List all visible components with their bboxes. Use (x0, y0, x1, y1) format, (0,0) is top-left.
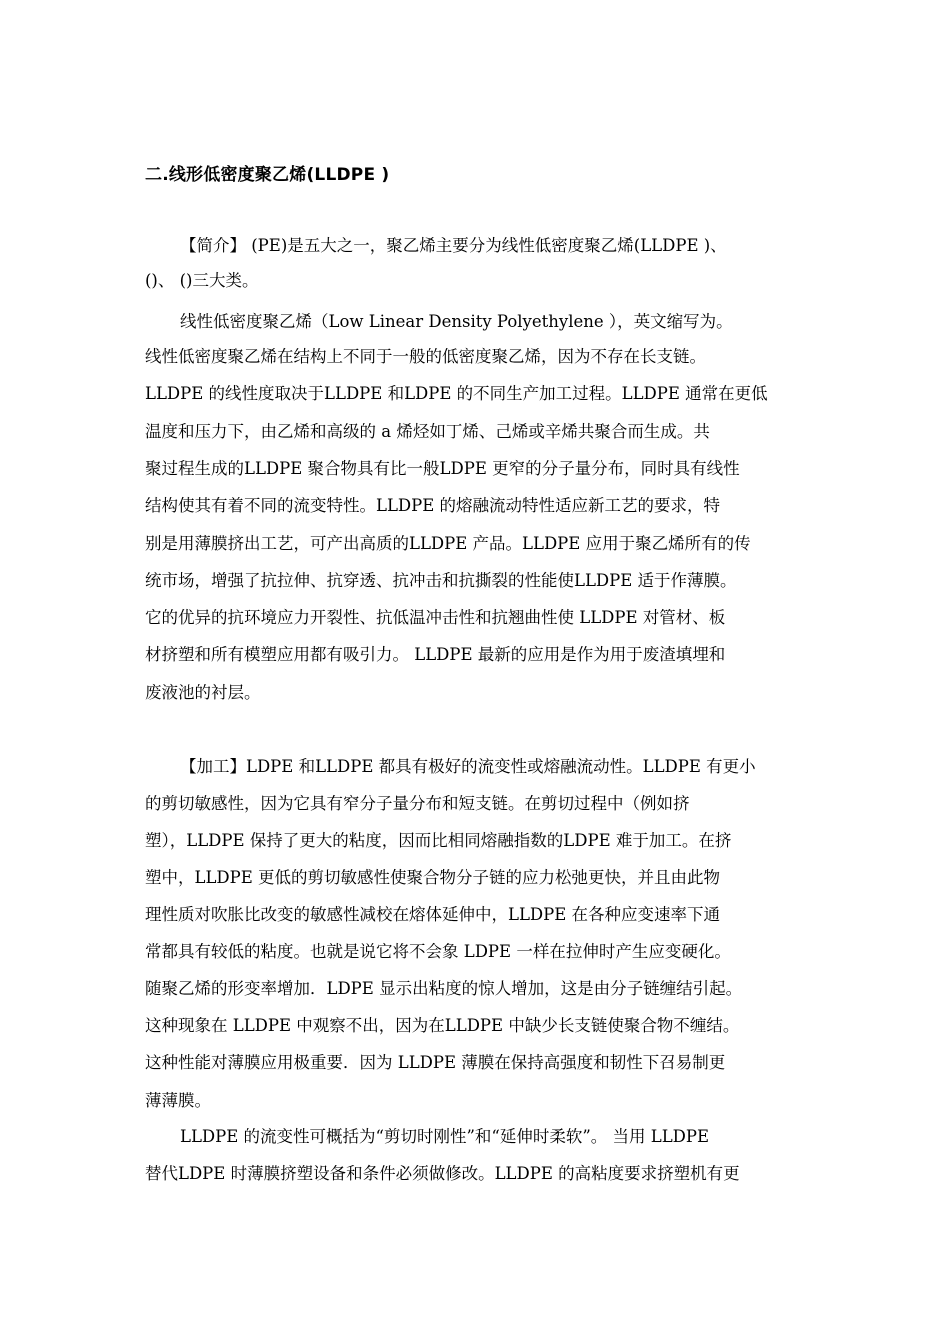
text-line: 薄薄膜。 (145, 1091, 211, 1110)
text-line: LLDPE 的线性度取决于LLDPE 和LDPE 的不同生产加工过程。LLDPE 通常在更低 (145, 384, 768, 403)
text-line: 【加工】LDPE 和LLDPE 都具有极好的流变性或熔融流动性。LLDPE 有更小 (180, 757, 756, 776)
text-line: 塑中，LLDPE 更低的剪切敏感性使聚合物分子链的应力松弛更快，并且由此物 (145, 868, 721, 887)
text-line: 别是用薄膜挤出工艺，可产出高质的LLDPE 产品。LLDPE 应用于聚乙烯所有的传 (145, 534, 751, 553)
text-line: LLDPE 的流变性可概括为“剪切时刚性”和“延伸时柔软”。 当用 LLDPE (180, 1127, 710, 1146)
text-line: 的剪切敏感性，因为它具有窄分子量分布和短支链。在剪切过程中（例如挤 (145, 794, 690, 813)
text-line: 结构使其有着不同的流变特性。LLDPE 的熔融流动特性适应新工艺的要求，特 (145, 496, 721, 515)
text-line: 随聚乙烯的形变率增加．LDPE 显示出粘度的惊人增加，这是由分子链缠结引起。 (145, 979, 743, 998)
text-line: 常都具有较低的粘度。也就是说它将不会象 LDPE 一样在拉伸时产生应变硬化。 (145, 942, 731, 961)
text-line: 材挤塑和所有模塑应用都有吸引力。 LLDPE 最新的应用是作为用于废渣填埋和 (145, 645, 726, 664)
section-heading: 二.线形低密度聚乙烯(LLDPE ) (145, 165, 390, 185)
text-line: 它的优异的抗环境应力开裂性、抗低温冲击性和抗翘曲性使 LLDPE 对管材、板 (145, 608, 726, 627)
text-line: 废液池的衬层。 (145, 683, 261, 702)
text-line: 线性低密度聚乙烯（Low Linear Density Polyethylene ），英文缩写为。 (180, 312, 733, 331)
text-line: 这种现象在 LLDPE 中观察不出，因为在LLDPE 中缺少长支链使聚合物不缠结。 (145, 1016, 740, 1035)
text-line: 【简介】 (PE)是五大之一，聚乙烯主要分为线性低密度聚乙烯(LLDPE )、 (180, 236, 727, 255)
text-line: 统市场，增强了抗拉伸、抗穿透、抗冲击和抗撕裂的性能使LLDPE 适于作薄膜。 (145, 571, 737, 590)
text-line: 聚过程生成的LLDPE 聚合物具有比一般LDPE 更窄的分子量分布，同时具有线性 (145, 459, 740, 478)
text-line: 温度和压力下，由乙烯和高级的 a 烯烃如丁烯、己烯或辛烯共聚合而生成。共 (145, 422, 710, 441)
text-line: 这种性能对薄膜应用极重要．因为 LLDPE 薄膜在保持高强度和韧性下召易制更 (145, 1053, 726, 1072)
text-line: ()、 ()三大类。 (145, 271, 259, 290)
text-line: 线性低密度聚乙烯在结构上不同于一般的低密度聚乙烯，因为不存在长支链。 (145, 347, 706, 366)
text-line: 替代LDPE 时薄膜挤塑设备和条件必须做修改。LLDPE 的高粘度要求挤塑机有更 (145, 1164, 740, 1183)
text-line: 理性质对吹胀比改变的敏感性减校在熔体延伸中，LLDPE 在各种应变速率下通 (145, 905, 721, 924)
text-line: 塑），LLDPE 保持了更大的粘度，因而比相同熔融指数的LDPE 难于加工。在挤 (145, 831, 732, 850)
